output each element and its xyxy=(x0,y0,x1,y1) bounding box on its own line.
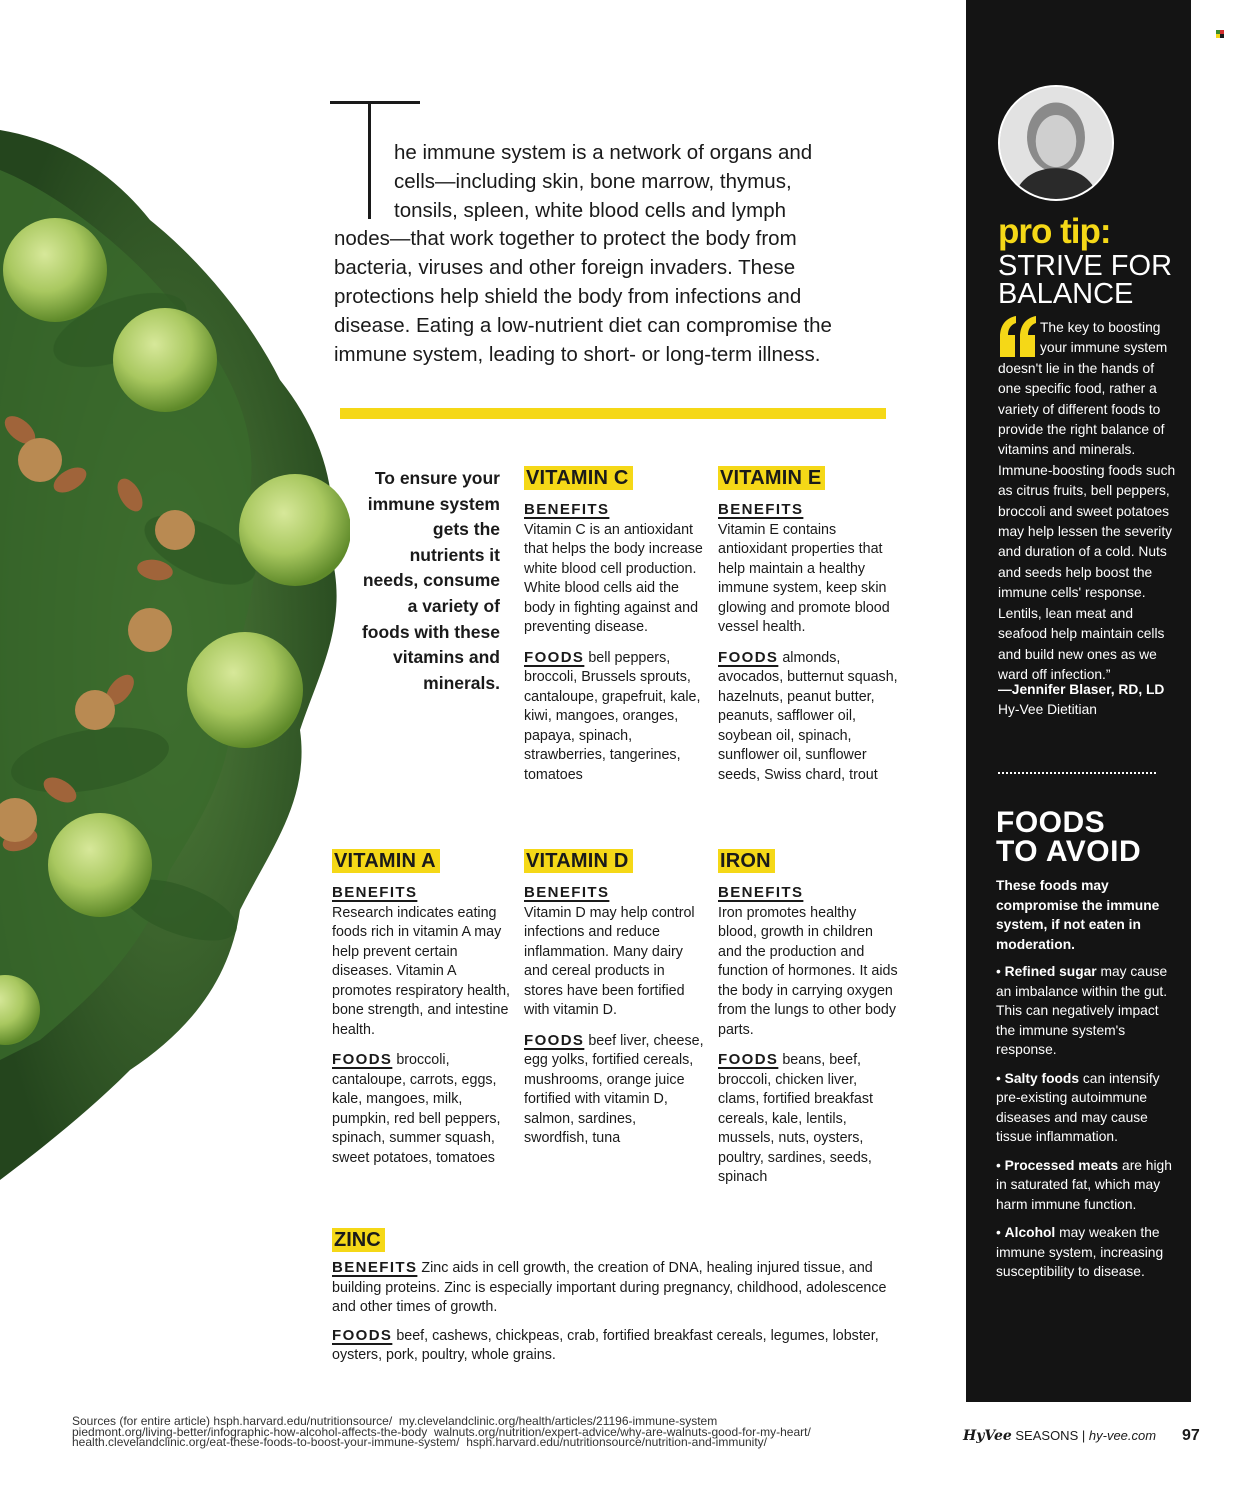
foods-label: FOODS xyxy=(524,648,585,666)
pro-tip-sidebar xyxy=(966,0,1191,1402)
source-link[interactable]: health.clevelandclinic.org/eat-these-foods-to-boost-your-immune-system/ xyxy=(72,1435,460,1449)
benefits-text: Zinc aids in cell growth, the creation of DNA, healing injured tissue, and building proteins. Zinc is especially important during pregnancy, childhood, adolescence and other times of growth. xyxy=(332,1260,887,1315)
iron-benefits xyxy=(718,883,898,1040)
list-item: • Alcohol may weaken the immune system, increasing susceptibility to disease. xyxy=(996,1225,1164,1279)
sources-label: Sources (for entire article) xyxy=(72,1414,211,1428)
intro-line: bacteria, viruses and other foreign invaders. These xyxy=(334,256,796,280)
source-link[interactable]: hsph.harvard.edu/nutritionsource/nutrition-and-immunity/ xyxy=(466,1435,768,1449)
iron-foods xyxy=(718,1050,898,1188)
avoid-intro: These foods may compromise the immune system, if not eaten in moderation. xyxy=(996,878,1160,952)
foods-label: FOODS xyxy=(718,648,779,666)
foods-label: FOODS xyxy=(332,1051,393,1068)
list-item: • Salty foods can intensify pre-existing autoimmune diseases and may cause tissue inflammation. xyxy=(996,1070,1160,1144)
avoid-list xyxy=(996,962,1176,1291)
foods-to-avoid-title xyxy=(996,808,1141,866)
source-link[interactable]: walnuts.org/nutrition/expert-advice/why-are-walnuts-good-for-my-heart/ xyxy=(433,1424,811,1439)
avoid-term: Salty foods xyxy=(1004,1070,1080,1086)
footer-separator: | xyxy=(1081,1428,1086,1443)
benefits-text: Vitamin E contains antioxidant properties that help maintain a healthy immune system, keep skin glowing and promote blood vessel health. xyxy=(718,521,890,635)
hyvee-logo: HyVee xyxy=(963,1428,1012,1444)
author-name: —Jennifer Blaser, RD, LD xyxy=(998,682,1165,697)
yellow-divider xyxy=(340,408,886,419)
quote-byline xyxy=(998,680,1164,720)
dietitian-portrait-icon xyxy=(1000,87,1112,199)
foods-label: FOODS xyxy=(332,1326,393,1344)
zinc-benefits xyxy=(332,1258,892,1318)
avoid-text: may weaken the immune system, increasing susceptibility to disease. xyxy=(996,1225,1164,1279)
vitamin-c-foods xyxy=(524,648,704,786)
intro-line: protections help shield the body from infections and xyxy=(334,284,802,308)
intro-line: tonsils, spleen, white blood cells and lymph xyxy=(394,198,786,222)
quote-lead: The key to boosting xyxy=(1040,320,1161,335)
foods-text: beans, beef, broccoli, chicken liver, clams, fortified breakfast cereals, kale, lentils, mussels, nuts, oysters, poultry, sardines, seeds, spinach xyxy=(718,1052,873,1185)
vitamin-a-benefits xyxy=(332,883,512,1040)
vitamin-d-benefits xyxy=(524,883,704,1021)
pro-tip-quote xyxy=(998,318,1178,685)
intro-paragraph xyxy=(334,139,894,369)
foods-label: FOODS xyxy=(718,1051,779,1068)
benefits-label: BENEFITS xyxy=(524,884,610,901)
avoid-title-line-2: TO AVOID xyxy=(996,835,1142,868)
page-number: 97 xyxy=(1182,1427,1200,1444)
foods-text: broccoli, cantaloupe, carrots, eggs, kale, mangoes, milk, pumpkin, red bell peppers, spinach, summer squash, sweet potatoes, tomatoes xyxy=(332,1052,501,1166)
vitamin-a-title: VITAMIN A xyxy=(332,849,440,873)
zinc-title: ZINC xyxy=(332,1228,385,1252)
benefits-text: Vitamin D may help control infections and reduce inflammation. Many dairy and cereal products in stores have been fortified with vitamin D. xyxy=(524,904,695,1018)
foods-text: beef liver, cheese, egg yolks, fortified cereals, mushrooms, orange juice fortified with vitamin D, salmon, sardines, swordfish, tuna xyxy=(524,1032,704,1146)
vitamin-c-title: VITAMIN C xyxy=(524,466,633,490)
vitamin-e-section xyxy=(718,466,898,795)
benefits-label: BENEFITS xyxy=(524,501,610,518)
list-item: • Processed meats are high in saturated fat, which may harm immune function. xyxy=(996,1157,1172,1212)
zinc-section xyxy=(332,1228,892,1374)
zinc-foods xyxy=(332,1326,892,1366)
author-title: Hy-Vee Dietitian xyxy=(998,702,1097,717)
intro-line: disease. Eating a low-nutrient diet can compromise the xyxy=(334,313,832,337)
vitamin-c-benefits xyxy=(524,500,704,638)
color-mark-icon xyxy=(1216,30,1224,38)
dropcap-rule xyxy=(330,101,420,104)
list-item: • Refined sugar may cause an imbalance within the gut. This can negatively impact the immune system's response. xyxy=(996,964,1168,1057)
benefits-label: BENEFITS xyxy=(332,1259,418,1276)
foods-text: beef, cashews, chickpeas, crab, fortified breakfast cereals, legumes, lobster, oysters, pork, poultry, whole grains. xyxy=(332,1327,879,1363)
sidebar-headline: STRIVE FOR BALANCE xyxy=(998,250,1173,310)
iron-title: IRON xyxy=(718,849,775,873)
vitamin-d-foods xyxy=(524,1031,704,1149)
vitamin-a-foods xyxy=(332,1050,512,1168)
dietitian-avatar xyxy=(998,85,1114,201)
avoid-term: Processed meats xyxy=(1004,1157,1119,1173)
vitamin-d-section xyxy=(524,849,704,1159)
intro-line: immune system, leading to short- or long-term illness. xyxy=(334,342,821,366)
food-illustration xyxy=(0,110,350,1190)
intro-line: cells—including skin, bone marrow, thymus, xyxy=(394,169,792,193)
footer-url[interactable]: hy-vee.com xyxy=(1088,1428,1157,1443)
lede-text: To ensure your immune system gets the nutrients it needs, consume a variety of foods with these vitamins and minerals. xyxy=(361,468,500,693)
vitamin-d-title: VITAMIN D xyxy=(524,849,633,873)
benefits-label: BENEFITS xyxy=(718,884,804,901)
source-link[interactable]: piedmont.org/living-better/infographic-how-alcohol-affects-the-body xyxy=(72,1424,428,1439)
source-link[interactable]: hsph.harvard.edu/nutritionsource/ xyxy=(213,1414,393,1428)
foods-label: FOODS xyxy=(524,1031,585,1049)
benefits-text: Research indicates eating foods rich in vitamin A may help prevent certain diseases. Vitamin A promotes respiratory health, bone strength, and intestine health. xyxy=(332,904,510,1038)
intro-line: nodes—that work together to protect the body from xyxy=(334,227,797,251)
benefits-text: Vitamin C is an antioxidant that helps the body increase white blood cell production. White blood cells aid the body in fighting against and preventing disease. xyxy=(524,521,703,635)
vitamin-c-section xyxy=(524,466,704,795)
pro-tip-label: pro tip: xyxy=(998,212,1111,251)
source-link[interactable]: my.clevelandclinic.org/health/articles/21196-immune-system xyxy=(398,1414,718,1428)
benefits-label: BENEFITS xyxy=(718,501,804,518)
benefits-text: Iron promotes healthy blood, growth in children and the production and function of hormones. It aids the body in carrying oxygen from the lungs to other body parts. xyxy=(718,904,898,1038)
avoid-text: can intensify pre-existing autoimmune diseases and may cause tissue inflammation. xyxy=(996,1070,1160,1144)
foods-text: almonds, avocados, butternut squash, hazelnuts, peanut butter, peanuts, safflower oil, soybean oil, spinach, sunflower oil, sunflower seeds, Swiss chard, trout xyxy=(718,649,898,783)
magazine-name: SEASONS xyxy=(1015,1428,1079,1443)
vitamin-e-foods xyxy=(718,648,898,786)
avoid-title-line-1: FOODS xyxy=(996,806,1106,839)
intro-line: he immune system is a network of organs and xyxy=(394,141,813,164)
avoid-text: may cause an imbalance within the gut. This can negatively impact the immune system's response. xyxy=(996,964,1168,1057)
avoid-term: Alcohol xyxy=(1004,1225,1056,1240)
avoid-text: are high in saturated fat, which may harm immune function. xyxy=(996,1157,1172,1212)
page-footer xyxy=(963,1428,1156,1444)
benefits-label: BENEFITS xyxy=(332,884,418,901)
avoid-term: Refined sugar xyxy=(1004,964,1097,979)
vitamin-e-title: VITAMIN E xyxy=(718,466,825,490)
iron-section xyxy=(718,849,898,1198)
vitamin-a-section xyxy=(332,849,512,1178)
dotted-divider xyxy=(998,772,1156,774)
sources xyxy=(72,1416,912,1448)
foods-text: bell peppers, broccoli, Brussels sprouts, cantaloupe, grapefruit, kale, kiwi, mangoes, oranges, papaya, spinach, strawberries, tangerines, tomatoes xyxy=(524,649,701,783)
vitamin-e-benefits xyxy=(718,500,898,638)
quote-lead-2: your immune system xyxy=(1040,340,1168,356)
quote-body: doesn't lie in the hands of one specific food, rather a variety of different foods to provide the right balance of vitamins and minerals. Immune-boosting foods such as citrus fruits, bell peppers, broccoli and sweet potatoes may help lessen the severity and duration of a cold. Nuts and seeds help boost the immune cells' response. Lentils, lean meat and seafood help maintain cells and build new ones as we ward off infection.” xyxy=(998,360,1176,682)
